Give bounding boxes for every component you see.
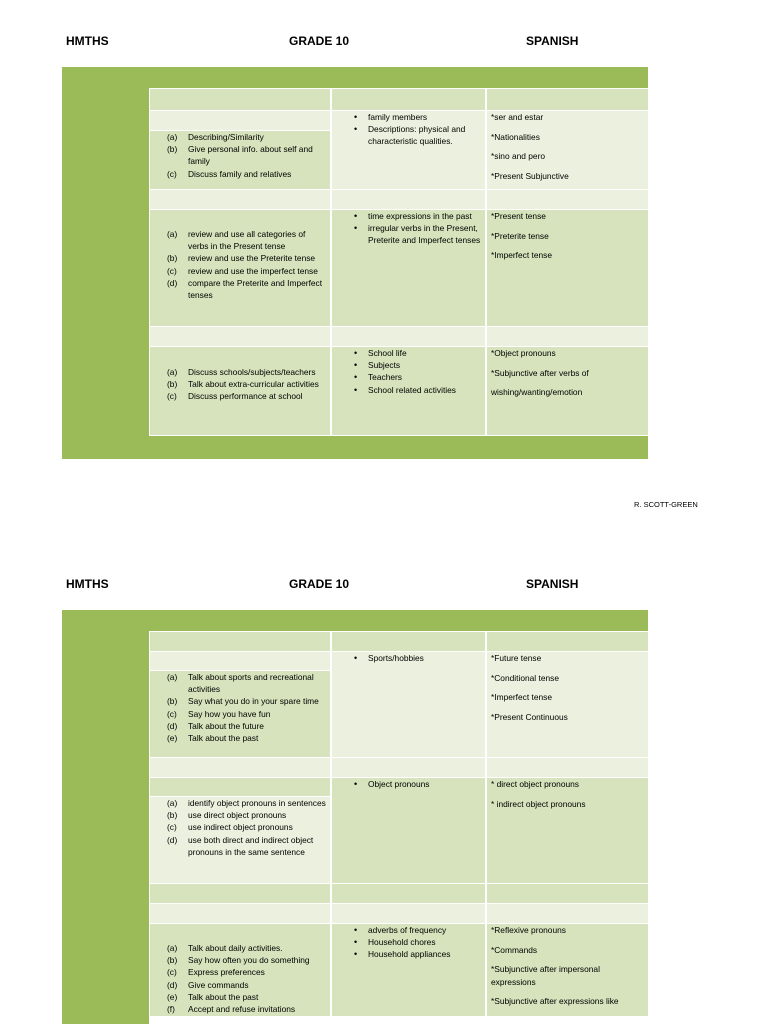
- spacer-cell: [150, 904, 330, 923]
- grammar-cell: [487, 210, 648, 326]
- content-item: • School life: [352, 347, 481, 359]
- grammar-cell: [487, 111, 648, 189]
- grammar-item: *Present Continuous: [491, 712, 568, 723]
- objectives-cell: [150, 671, 330, 757]
- grade-title: GRADE 10: [289, 577, 350, 591]
- objective-item: (d) compare the Preterite and Imperfect tenses: [167, 277, 323, 301]
- grammar-item: *Imperfect tense: [491, 250, 552, 261]
- content-list: [352, 111, 481, 148]
- content-item: • Household appliances: [352, 948, 481, 960]
- content-list: [352, 652, 481, 664]
- content-cell: [332, 652, 485, 757]
- school-name: HMTHS: [66, 577, 109, 591]
- objectives-cell: [150, 210, 330, 326]
- spacer-cell: [332, 884, 485, 903]
- objective-item: (b) Give personal info. about self and family: [167, 144, 313, 167]
- objectives-list: [167, 366, 326, 403]
- grammar-cell: [487, 924, 648, 1016]
- objectives-cell: [150, 131, 330, 189]
- content-item: • Teachers: [352, 371, 481, 383]
- objective-item: (b) Say how often you do something: [167, 955, 310, 966]
- objective-item: (a) identify object pronouns in sentences: [167, 798, 326, 808]
- grade-title: GRADE 10: [289, 34, 350, 48]
- objectives-cell: [150, 797, 330, 883]
- objective-item: (c) review and use the imperfect tense: [167, 265, 318, 276]
- content-item: • Object pronouns: [352, 778, 481, 790]
- grammar-item: *Reflexive pronouns: [491, 925, 566, 935]
- objectives-list: [167, 131, 326, 180]
- spacer-cell: [332, 904, 485, 923]
- objectives-list: [167, 942, 326, 1015]
- objective-item: (b) use direct object pronouns: [167, 810, 287, 821]
- content-item: • irregular verbs in the Present, Preterite and Imperfect tenses: [352, 222, 481, 246]
- content-cell: [332, 778, 485, 883]
- spacer-cell: [150, 884, 330, 903]
- objectives-cell: [150, 347, 330, 435]
- content-item: • School related activities: [352, 384, 481, 396]
- objective-item: (b) Talk about extra-curricular activities: [167, 379, 319, 390]
- grammar-item: *Present tense: [491, 211, 546, 221]
- objective-item: (e) Talk about the past: [167, 991, 259, 1002]
- objective-item: (a) Describing/Similarity: [167, 132, 264, 142]
- objective-item: (d) Give commands: [167, 979, 249, 990]
- grammar-item: *Conditional tense: [491, 672, 559, 683]
- content-item: • Subjects: [352, 359, 481, 371]
- objective-item: (f) Accept and refuse invitations: [167, 1004, 296, 1015]
- objective-item: (a) Talk about sports and recreational activities: [167, 672, 314, 695]
- spacer-cell: [150, 190, 330, 209]
- grammar-item: *Commands: [491, 944, 538, 955]
- subject-title: SPANISH: [526, 577, 579, 591]
- spacer-cell: [487, 758, 648, 777]
- grammar-cell: [487, 652, 648, 757]
- objective-item: (d) Talk about the future: [167, 720, 264, 731]
- header-cell: [150, 89, 330, 110]
- content-item: • family members: [352, 111, 481, 123]
- grammar-item: wishing/wanting/emotion: [491, 387, 583, 398]
- header-cell: [487, 89, 648, 110]
- objective-item: (e) Talk about the past: [167, 733, 259, 744]
- grammar-item: *Object pronouns: [491, 348, 556, 358]
- content-item: • time expressions in the past: [352, 210, 481, 222]
- table-title-bar: [62, 67, 648, 88]
- content-item: • Sports/hobbies: [352, 652, 481, 664]
- spacer-cell: [487, 190, 648, 209]
- spacer-cell: [332, 758, 485, 777]
- author-name: R. SCOTT-GREEN: [634, 500, 698, 509]
- objective-item: (b) Say what you do in your spare time: [167, 696, 319, 707]
- table-title-bar: [62, 610, 648, 631]
- grammar-item: *Imperfect tense: [491, 692, 552, 703]
- header-cell: [332, 89, 485, 110]
- objective-item: (c) Discuss family and relatives: [167, 168, 292, 179]
- spacer-cell: [487, 327, 648, 346]
- objectives-cell: [150, 924, 330, 1016]
- unit-title-cell: [150, 778, 330, 796]
- grammar-item: *Present Subjunctive: [491, 171, 569, 182]
- grammar-item: *Preterite tense: [491, 230, 549, 241]
- header-cell: [332, 632, 485, 651]
- subject-title: SPANISH: [526, 34, 579, 48]
- grammar-cell: [487, 778, 648, 883]
- content-cell: [332, 924, 485, 1016]
- grammar-item: *sino and pero: [491, 151, 546, 162]
- objective-item: (d) use both direct and indirect object pronouns in the same sentence: [167, 834, 314, 857]
- objective-item: (b) review and use the Preterite tense: [167, 253, 316, 264]
- content-item: • Descriptions: physical and characteristic qualities.: [352, 123, 481, 147]
- spacer-cell: [332, 190, 485, 209]
- content-item: • Household chores: [352, 936, 481, 948]
- unit-column: [62, 88, 149, 436]
- header-cell: [150, 632, 330, 651]
- spacer-cell: [332, 327, 485, 346]
- content-list: [352, 210, 481, 247]
- content-list: [352, 778, 481, 790]
- content-list: [352, 347, 481, 396]
- table-footer-bar: [62, 436, 648, 459]
- objectives-list: [167, 228, 326, 301]
- grammar-item: *Future tense: [491, 653, 542, 663]
- school-name: HMTHS: [66, 34, 109, 48]
- unit-title-cell: [150, 652, 330, 670]
- grammar-item: * direct object pronouns: [491, 779, 579, 789]
- header-cell: [487, 632, 648, 651]
- objectives-list: [167, 671, 326, 744]
- objective-item: (a) review and use all categories of verbs in the Present tense: [167, 229, 306, 252]
- objectives-list: [167, 797, 326, 858]
- content-cell: [332, 210, 485, 326]
- spacer-cell: [487, 904, 648, 923]
- spacer-cell: [150, 758, 330, 777]
- content-cell: [332, 111, 485, 189]
- objective-item: (c) Discuss performance at school: [167, 391, 303, 402]
- unit-column: [62, 631, 149, 1024]
- grammar-item: *Subjunctive after verbs of: [491, 367, 589, 378]
- grammar-item: * indirect object pronouns: [491, 798, 586, 809]
- content-list: [352, 924, 481, 961]
- grammar-item: *Subjunctive after impersonal expressions: [491, 964, 600, 987]
- grammar-item: *Subjunctive after expressions like: [491, 996, 619, 1007]
- objective-item: (c) use indirect object pronouns: [167, 822, 293, 833]
- content-cell: [332, 347, 485, 435]
- unit-title-cell: [150, 111, 330, 130]
- grammar-item: *Nationalities: [491, 131, 540, 142]
- spacer-cell: [150, 327, 330, 346]
- objective-item: (c) Express preferences: [167, 967, 265, 978]
- content-item: • adverbs of frequency: [352, 924, 481, 936]
- objective-item: (a) Talk about daily activities.: [167, 943, 283, 953]
- objective-item: (c) Say how you have fun: [167, 708, 271, 719]
- grammar-item: *ser and estar: [491, 112, 544, 122]
- objective-item: (a) Discuss schools/subjects/teachers: [167, 367, 316, 377]
- spacer-cell: [487, 884, 648, 903]
- grammar-cell: [487, 347, 648, 435]
